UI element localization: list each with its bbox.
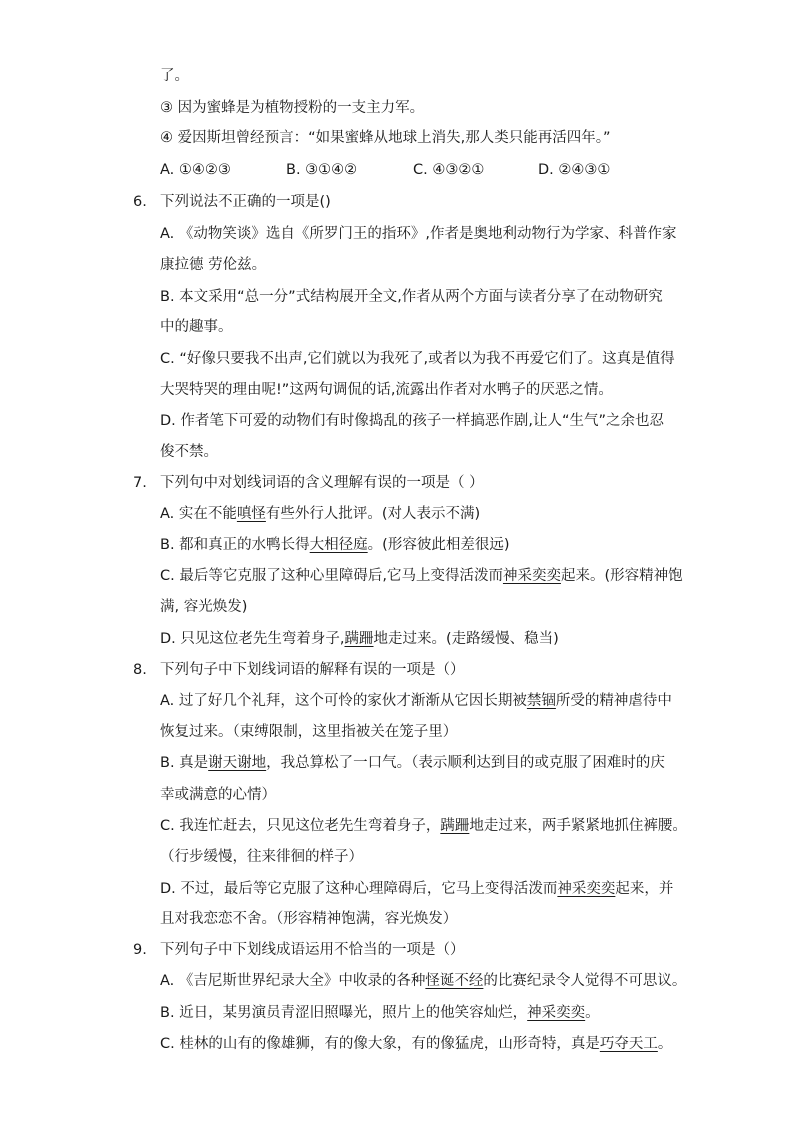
line-text: 幸或满意的心情） (160, 787, 276, 803)
text-line (160, 691, 672, 711)
line-text: 下列句子中下划线词语的解释有误的一项是（） (160, 662, 465, 678)
text-line (160, 722, 457, 742)
underlined-term: 蹒跚 (344, 631, 374, 647)
answer-option: A. ①④②③ (160, 162, 231, 178)
underlined-term: 禁锢 (526, 693, 556, 709)
line-text: A. 《吉尼斯世界纪录大全》中收录的各种 (160, 973, 426, 989)
text-line (160, 380, 613, 400)
text-line (160, 98, 424, 118)
text-line (160, 128, 611, 148)
question-number: 6. (133, 194, 147, 210)
line-text: 了。 (160, 68, 189, 84)
line-text: C. 我连忙赶去，只见这位老先生弯着身子， (160, 818, 441, 834)
question-stem (160, 660, 465, 680)
text-line (160, 255, 266, 275)
line-text: A. 实在不能 (160, 506, 237, 522)
line-text: ④ 爱因斯坦曾经预言：“如果蜜蜂从地球上消失,那人类只能再活四年。” (160, 130, 611, 146)
text-line (160, 317, 233, 337)
underlined-term: 神采奕奕 (557, 881, 616, 897)
text-line (160, 535, 510, 555)
line-text: B. 真是 (160, 755, 209, 771)
question-number: 8. (133, 662, 147, 678)
text-line (160, 349, 675, 369)
text-line (160, 287, 663, 307)
text-line (160, 411, 664, 431)
line-text-rest: 。(形容彼此相差很远) (367, 537, 510, 553)
underlined-term: 谢天谢地 (208, 755, 267, 771)
line-text-rest: 起来，并 (615, 881, 674, 897)
text-line (160, 597, 247, 617)
line-text: 满, 容光焕发) (160, 599, 248, 615)
text-line (160, 504, 480, 524)
line-text: 大哭特哭的理由呢!”这两句调侃的话,流露出作者对水鸭子的厌恶之情。 (160, 382, 613, 398)
underlined-term: 大相径庭 (309, 537, 368, 553)
text-line (160, 224, 677, 244)
underlined-term: 神采奕奕 (502, 568, 561, 584)
line-text: D. 作者笔下可爱的动物们有时像捣乱的孩子一样搞恶作剧,让人“生气”之余也忍 (160, 413, 665, 429)
line-text: 下列说法不正确的一项是() (160, 194, 331, 210)
line-text: B. 本文采用“总一分”式结构展开全文,作者从两个方面与读者分享了在动物研究 (160, 289, 663, 305)
underlined-term: 神采奕奕 (527, 1005, 586, 1021)
text-line (160, 753, 665, 773)
underlined-term: 蹒跚 (440, 818, 470, 834)
line-text-rest: 。 (585, 1005, 600, 1021)
line-text-rest: 有些外行人批评。(对人表示不满) (265, 506, 481, 522)
question-stem (160, 940, 465, 960)
text-line (160, 629, 559, 649)
text-line (160, 66, 189, 86)
answer-option: D. ②④③① (538, 162, 611, 178)
line-text: D. 只见这位老先生弯着身子, (160, 631, 345, 647)
line-text-rest: 地走过来。(走路缓慢、稳当) (373, 631, 559, 647)
line-text: ③ 因为蜜蜂是为植物授粉的一支主力军。 (160, 100, 425, 116)
line-text: （行步缓慢，往来徘徊的样子） (160, 849, 363, 865)
line-text: B. 近日，某男演员青涩旧照曝光，照片上的他笑容灿烂， (160, 1005, 528, 1021)
line-text: 下列句中对划线词语的含义理解有误的一项是（ ） (160, 475, 484, 491)
text-line (160, 909, 457, 929)
text-line (160, 1034, 672, 1054)
answer-option: C. ④③②① (413, 162, 485, 178)
line-text: 且对我恋恋不舍。（形容精神饱满，容光焕发） (160, 911, 458, 927)
line-text: 中的趣事。 (160, 319, 233, 335)
line-text-rest: 地走过来，两手紧紧地抓住裤腰。 (469, 818, 687, 834)
line-text-rest: 的比赛纪录令人觉得不可思议。 (483, 973, 687, 989)
line-text-rest: ，我总算松了一口气。（表示顺利达到目的或克服了困难时的庆 (266, 755, 665, 771)
line-text: C. 最后等它克服了这种心里障碍后,它马上变得活泼而 (160, 568, 503, 584)
line-text: 康拉德 劳伦兹。 (160, 257, 267, 273)
line-text: 下列句子中下划线成语运用不恰当的一项是（） (160, 942, 465, 958)
line-text: C. “好像只要我不出声,它们就以为我死了,或者以为我不再爱它们了。这真是值得 (160, 351, 675, 367)
text-line (160, 879, 673, 899)
line-text-rest: 所受的精神虐待中 (555, 693, 672, 709)
question-stem (160, 473, 484, 493)
underlined-term: 嗔怪 (236, 506, 266, 522)
text-line (160, 816, 687, 836)
question-stem (160, 192, 331, 212)
line-text: B. 都和真正的水鸭长得 (160, 537, 310, 553)
underlined-term: 巧夺天工 (599, 1036, 658, 1052)
line-text: A. 《动物笑谈》选自《所罗门王的指环》,作者是奥地利动物行为学家、科普作家 (160, 226, 677, 242)
text-line (160, 847, 363, 867)
text-line (160, 1003, 600, 1023)
line-text-rest: 起来。(形容精神饱 (560, 568, 683, 584)
underlined-term: 怪诞不经 (425, 973, 484, 989)
line-text: D. 不过，最后等它克服了这种心理障碍后，它马上变得活泼而 (160, 881, 558, 897)
text-line (160, 971, 686, 991)
question-number: 9. (133, 942, 147, 958)
line-text: 恢复过来。（束缚限制，这里指被关在笼子里） (160, 724, 458, 740)
line-text: 俊不禁。 (160, 444, 218, 460)
text-line (160, 566, 683, 586)
text-line (160, 442, 218, 462)
question-number: 7. (133, 475, 147, 491)
answer-option: B. ③①④② (286, 162, 358, 178)
line-text: C. 桂林的山有的像雄狮，有的像大象，有的像猛虎，山形奇特，真是 (160, 1036, 600, 1052)
line-text-rest: 。 (657, 1036, 673, 1052)
text-line (160, 785, 276, 805)
line-text: A. 过了好几个礼拜，这个可怜的家伙才渐渐从它因长期被 (160, 693, 527, 709)
